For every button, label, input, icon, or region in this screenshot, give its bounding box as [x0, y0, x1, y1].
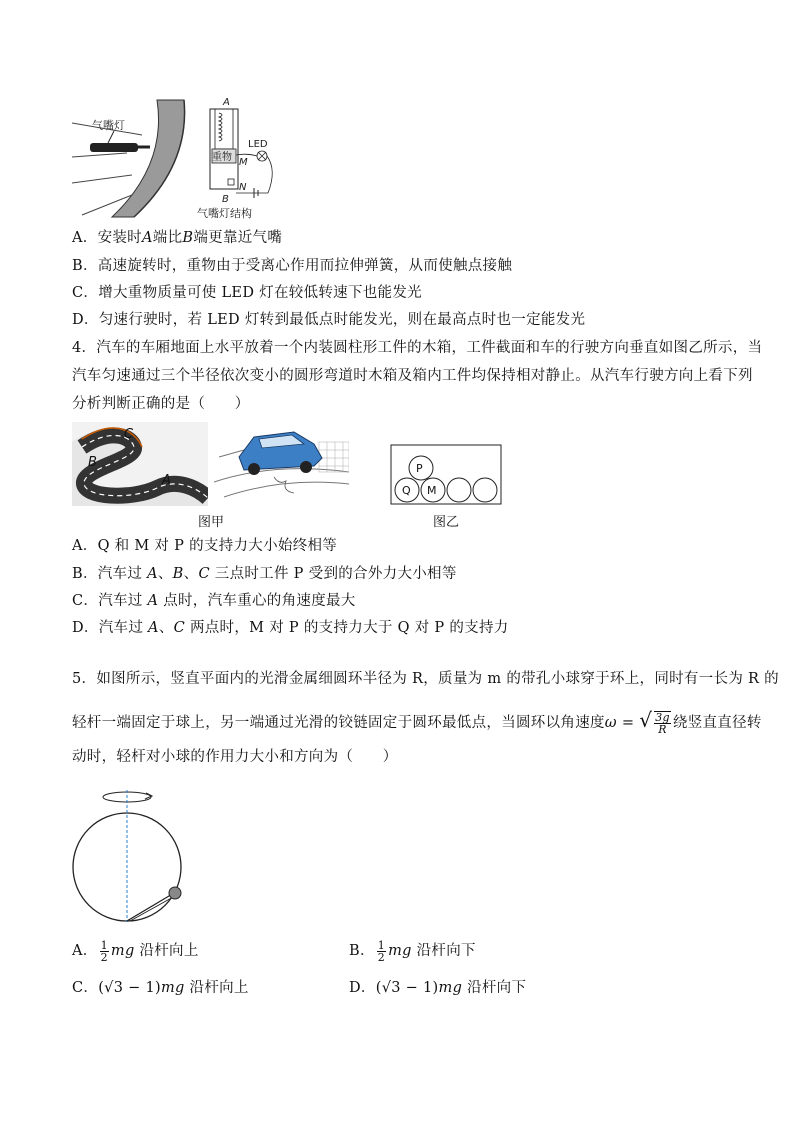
q4-option-a: A．Q 和 M 对 P 的支持力大小始终相等 [72, 538, 338, 554]
figure-yi-box [390, 444, 502, 506]
q4-option-b: B．汽车过 A、B、C 三点时工件 P 受到的合外力大小相等 [72, 566, 457, 582]
label-LED: LED [248, 139, 268, 150]
sqrt-sign: √ [639, 708, 653, 732]
label-A: A [223, 97, 230, 108]
figure-valve-lamp [72, 95, 292, 225]
figure-ring [70, 782, 190, 927]
q4-stem-line2: 汽车匀速通过三个半径依次变小的圆形弯道时木箱及箱内工件均保持相对静止。从汽车行驶方向上看下列 [72, 368, 753, 384]
caption-fig-jia: 图甲 [198, 515, 225, 530]
q3-option-b: B．高速旋转时，重物由于受离心作用而拉伸弹簧，从而使触点接触 [72, 258, 513, 274]
road-label-B: B [88, 455, 97, 470]
label-weight: 重物 [212, 152, 232, 163]
q4-stem-line1: 4．汽车的车厢地面上水平放着一个内装圆柱形工件的木箱，工件截面和车的行驶方向垂直如图乙所示，当 [72, 340, 763, 356]
circle-label-M: M [427, 484, 437, 497]
caption-fig-yi: 图乙 [433, 515, 460, 530]
q3-option-c: C．增大重物质量可使 LED 灯在较低转速下也能发光 [72, 285, 422, 301]
q4-stem-line3: 分析判断正确的是（ ） [72, 396, 250, 412]
q5-option-d: D．(√3 − 1)mg 沿杆向下 [349, 980, 527, 996]
q4-option-d: D．汽车过 A、C 两点时，M 对 P 的支持力大于 Q 对 P 的支持力 [72, 620, 509, 636]
label-nozzle-lamp: 气嘴灯 [92, 119, 125, 132]
label-B: B [222, 194, 229, 205]
q3-option-d: D．匀速行驶时，若 LED 灯转到最低点时能发光，则在最高点时也一定能发光 [72, 312, 586, 328]
q4-option-c: C．汽车过 A 点时，汽车重心的角速度最大 [72, 593, 356, 609]
q5-option-a: A． $\frac{1}{2}$ mg 沿杆向上 [72, 938, 199, 964]
circle-label-Q: Q [402, 484, 411, 497]
caption-valve-lamp: 气嘴灯结构 [197, 207, 252, 220]
circle-label-P: P [416, 462, 423, 475]
figure-jia-road [72, 422, 208, 506]
label-N: N [239, 182, 247, 193]
q3-option-a: A．安装时A端比B端更靠近气嘴 [72, 230, 283, 246]
q5-stem-line1: 5．如图所示，竖直平面内的光滑金属细圆环半径为 R，质量为 m 的带孔小球穿于环上，同时有一长为 R 的 [72, 671, 779, 687]
q5-option-c: C．(√3 − 1)mg 沿杆向上 [72, 980, 249, 996]
figure-jia-car [214, 422, 349, 506]
road-label-C: C [124, 427, 134, 442]
label-M: M [239, 157, 248, 168]
road-label-A: A [162, 473, 171, 488]
q5-stem-line2: 轻杆一端固定于球上，另一端通过光滑的铰链固定于圆环最低点，当圆环以角速度ω = √ $\frac{3g}{R}$ 绕竖直直径转 [72, 708, 762, 736]
q5-option-b: B． $\frac{1}{2}$ mg 沿杆向下 [349, 938, 476, 964]
q5-stem-line3: 动时，轻杆对小球的作用力大小和方向为（ ） [72, 749, 398, 765]
